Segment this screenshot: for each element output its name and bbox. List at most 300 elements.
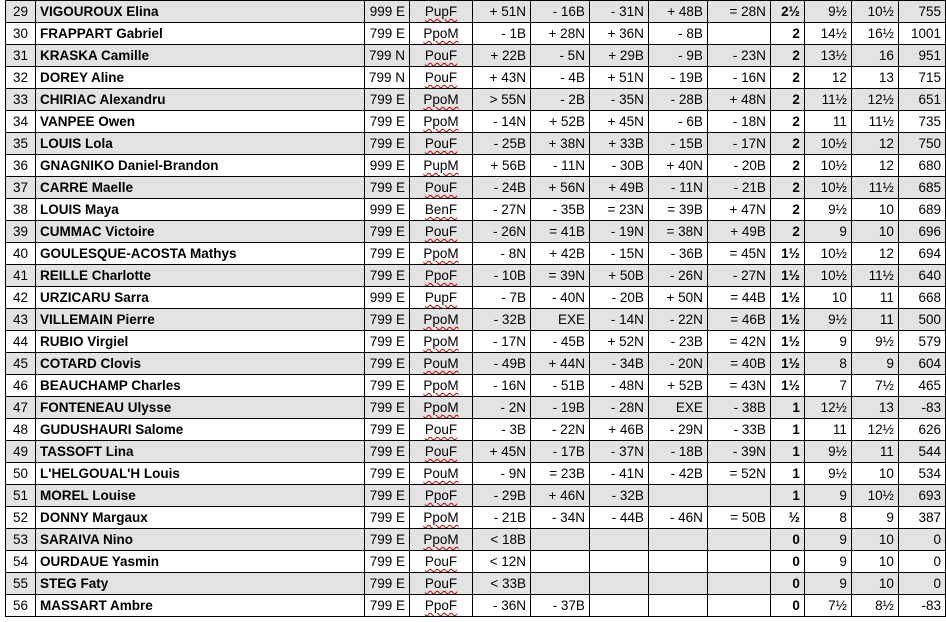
rating-cell: 799 E xyxy=(364,265,409,287)
table-row xyxy=(6,309,946,331)
round-4-cell xyxy=(648,485,707,507)
round-5-cell: - 23N xyxy=(707,45,770,67)
round-5-cell: = 42N xyxy=(707,331,770,353)
tiebreak-2-cell: 9 xyxy=(851,507,898,529)
round-3-cell xyxy=(589,551,648,573)
round-1-cell: < 12N xyxy=(472,551,530,573)
player-name-cell: CUMMAC Victoire xyxy=(35,221,364,243)
round-1-cell: - 16N xyxy=(472,375,530,397)
round-1-cell: > 55N xyxy=(472,89,530,111)
round-1-cell: - 8N xyxy=(472,243,530,265)
rank-cell: 41 xyxy=(6,265,36,287)
points-cell: 0 xyxy=(770,595,804,617)
round-3-cell: - 28N xyxy=(589,397,648,419)
tiebreak-1-cell: 8 xyxy=(804,507,851,529)
round-4-cell: - 42B xyxy=(648,463,707,485)
tiebreak-2-cell: 16½ xyxy=(851,23,898,45)
player-name-cell: MOREL Louise xyxy=(35,485,364,507)
round-2-cell: - 37B xyxy=(530,595,589,617)
rank-cell: 54 xyxy=(6,551,36,573)
round-1-cell: - 36N xyxy=(472,595,530,617)
tiebreak-1-cell: 9 xyxy=(804,485,851,507)
performance-cell: 387 xyxy=(898,507,945,529)
points-cell: 0 xyxy=(770,529,804,551)
rank-cell: 40 xyxy=(6,243,36,265)
round-5-cell xyxy=(707,485,770,507)
category-cell: PouM xyxy=(410,463,473,485)
player-name-cell: DOREY Aline xyxy=(35,67,364,89)
category-cell: PouF xyxy=(410,45,473,67)
round-5-cell: - 18N xyxy=(707,111,770,133)
round-5-cell: = 50B xyxy=(707,507,770,529)
points-cell: 1 xyxy=(770,463,804,485)
tiebreak-2-cell: 12 xyxy=(851,155,898,177)
tiebreak-2-cell: 10 xyxy=(851,573,898,595)
round-4-cell: - 29N xyxy=(648,419,707,441)
performance-cell: 755 xyxy=(898,1,945,23)
tiebreak-1-cell: 9½ xyxy=(804,441,851,463)
round-2-cell: - 5N xyxy=(530,45,589,67)
category-cell: PouF xyxy=(410,573,473,595)
table-row xyxy=(6,287,946,309)
tiebreak-1-cell: 10½ xyxy=(804,177,851,199)
performance-cell: 750 xyxy=(898,133,945,155)
rating-cell: 799 E xyxy=(364,529,409,551)
tiebreak-1-cell: 8 xyxy=(804,353,851,375)
round-2-cell: EXE xyxy=(530,309,589,331)
round-1-cell: + 45N xyxy=(472,441,530,463)
round-1-cell: - 32B xyxy=(472,309,530,331)
rating-cell: 799 E xyxy=(364,111,409,133)
tiebreak-1-cell: 9 xyxy=(804,221,851,243)
rank-cell: 44 xyxy=(6,331,36,353)
points-cell: 2 xyxy=(770,199,804,221)
round-3-cell: = 23N xyxy=(589,199,648,221)
table-row xyxy=(6,485,946,507)
round-3-cell: + 46B xyxy=(589,419,648,441)
tiebreak-1-cell: 10½ xyxy=(804,155,851,177)
tiebreak-2-cell: 8½ xyxy=(851,595,898,617)
round-2-cell: + 46N xyxy=(530,485,589,507)
category-cell: PpoM xyxy=(410,375,473,397)
rank-cell: 45 xyxy=(6,353,36,375)
rating-cell: 799 E xyxy=(364,419,409,441)
round-3-cell: + 29B xyxy=(589,45,648,67)
rank-cell: 46 xyxy=(6,375,36,397)
tiebreak-2-cell: 10 xyxy=(851,529,898,551)
performance-cell: 1001 xyxy=(898,23,945,45)
table-row xyxy=(6,155,946,177)
category-cell: PpoF xyxy=(410,595,473,617)
rank-cell: 42 xyxy=(6,287,36,309)
player-name-cell: VIGOUROUX Elina xyxy=(35,1,364,23)
performance-cell: 951 xyxy=(898,45,945,67)
round-2-cell: = 41B xyxy=(530,221,589,243)
points-cell: 2 xyxy=(770,177,804,199)
tiebreak-1-cell: 13½ xyxy=(804,45,851,67)
round-4-cell: - 15B xyxy=(648,133,707,155)
rating-cell: 799 E xyxy=(364,375,409,397)
round-5-cell xyxy=(707,529,770,551)
round-4-cell: - 26N xyxy=(648,265,707,287)
category-cell: PouM xyxy=(410,353,473,375)
round-4-cell: - 36B xyxy=(648,243,707,265)
performance-cell: 0 xyxy=(898,529,945,551)
player-name-cell: CHIRIAC Alexandru xyxy=(35,89,364,111)
table-row xyxy=(6,221,946,243)
rating-cell: 799 N xyxy=(364,67,409,89)
rank-cell: 51 xyxy=(6,485,36,507)
performance-cell: 544 xyxy=(898,441,945,463)
round-3-cell: - 20B xyxy=(589,287,648,309)
rating-cell: 799 E xyxy=(364,331,409,353)
player-name-cell: BEAUCHAMP Charles xyxy=(35,375,364,397)
category-cell: BenF xyxy=(410,199,473,221)
tiebreak-1-cell: 10½ xyxy=(804,265,851,287)
round-4-cell: - 9B xyxy=(648,45,707,67)
tiebreak-1-cell: 9 xyxy=(804,529,851,551)
points-cell: 2 xyxy=(770,133,804,155)
tiebreak-1-cell: 9 xyxy=(804,573,851,595)
round-1-cell: - 1B xyxy=(472,23,530,45)
rank-cell: 52 xyxy=(6,507,36,529)
round-5-cell: = 45N xyxy=(707,243,770,265)
round-5-cell: - 20B xyxy=(707,155,770,177)
round-2-cell: - 19B xyxy=(530,397,589,419)
round-2-cell: - 4B xyxy=(530,67,589,89)
rank-cell: 39 xyxy=(6,221,36,243)
round-2-cell: = 23B xyxy=(530,463,589,485)
rating-cell: 799 E xyxy=(364,23,409,45)
round-5-cell xyxy=(707,23,770,45)
round-1-cell: - 14N xyxy=(472,111,530,133)
points-cell: 1½ xyxy=(770,331,804,353)
round-4-cell: - 11N xyxy=(648,177,707,199)
points-cell: 2 xyxy=(770,221,804,243)
player-name-cell: LOUIS Lola xyxy=(35,133,364,155)
round-5-cell xyxy=(707,551,770,573)
tiebreak-1-cell: 11 xyxy=(804,419,851,441)
player-name-cell: FONTENEAU Ulysse xyxy=(35,397,364,419)
round-1-cell: - 3B xyxy=(472,419,530,441)
round-5-cell: - 33B xyxy=(707,419,770,441)
round-5-cell: = 46B xyxy=(707,309,770,331)
category-cell: PupM xyxy=(410,155,473,177)
round-1-cell: < 18B xyxy=(472,529,530,551)
points-cell: 0 xyxy=(770,573,804,595)
category-cell: PouF xyxy=(410,419,473,441)
round-5-cell: - 39N xyxy=(707,441,770,463)
round-4-cell xyxy=(648,551,707,573)
round-4-cell xyxy=(648,595,707,617)
rank-cell: 34 xyxy=(6,111,36,133)
player-name-cell: VILLEMAIN Pierre xyxy=(35,309,364,331)
player-name-cell: MASSART Ambre xyxy=(35,595,364,617)
round-1-cell: - 29B xyxy=(472,485,530,507)
round-3-cell xyxy=(589,595,648,617)
round-4-cell: - 6B xyxy=(648,111,707,133)
player-name-cell: LOUIS Maya xyxy=(35,199,364,221)
player-name-cell: DONNY Margaux xyxy=(35,507,364,529)
rating-cell: 999 E xyxy=(364,1,409,23)
points-cell: 1½ xyxy=(770,265,804,287)
category-cell: PpoM xyxy=(410,309,473,331)
tiebreak-2-cell: 13 xyxy=(851,397,898,419)
rating-cell: 799 E xyxy=(364,463,409,485)
tiebreak-2-cell: 10 xyxy=(851,221,898,243)
tiebreak-1-cell: 7 xyxy=(804,375,851,397)
points-cell: 2 xyxy=(770,45,804,67)
performance-cell: -83 xyxy=(898,595,945,617)
round-3-cell xyxy=(589,573,648,595)
player-name-cell: KRASKA Camille xyxy=(35,45,364,67)
rating-cell: 799 E xyxy=(364,507,409,529)
player-name-cell: TASSOFT Lina xyxy=(35,441,364,463)
tiebreak-2-cell: 9 xyxy=(851,353,898,375)
rank-cell: 49 xyxy=(6,441,36,463)
tiebreak-2-cell: 10 xyxy=(851,199,898,221)
rating-cell: 999 E xyxy=(364,287,409,309)
table-row xyxy=(6,441,946,463)
round-4-cell: + 48B xyxy=(648,1,707,23)
round-3-cell: + 49B xyxy=(589,177,648,199)
tiebreak-2-cell: 12 xyxy=(851,133,898,155)
table-row xyxy=(6,23,946,45)
category-cell: PpoM xyxy=(410,111,473,133)
round-2-cell: - 22N xyxy=(530,419,589,441)
round-3-cell: + 33B xyxy=(589,133,648,155)
performance-cell: 626 xyxy=(898,419,945,441)
round-4-cell: + 50N xyxy=(648,287,707,309)
rating-cell: 999 E xyxy=(364,155,409,177)
round-4-cell: = 38N xyxy=(648,221,707,243)
round-4-cell: - 46N xyxy=(648,507,707,529)
rank-cell: 36 xyxy=(6,155,36,177)
tiebreak-1-cell: 9½ xyxy=(804,309,851,331)
category-cell: PpoM xyxy=(410,397,473,419)
rank-cell: 56 xyxy=(6,595,36,617)
round-3-cell: - 41N xyxy=(589,463,648,485)
table-row xyxy=(6,199,946,221)
table-row xyxy=(6,67,946,89)
points-cell: 1½ xyxy=(770,375,804,397)
tiebreak-1-cell: 9 xyxy=(804,331,851,353)
player-name-cell: FRAPPART Gabriel xyxy=(35,23,364,45)
table-row xyxy=(6,111,946,133)
player-name-cell: COTARD Clovis xyxy=(35,353,364,375)
rating-cell: 799 E xyxy=(364,243,409,265)
rating-cell: 799 E xyxy=(364,177,409,199)
tiebreak-2-cell: 12½ xyxy=(851,419,898,441)
table-row xyxy=(6,177,946,199)
round-3-cell: + 45N xyxy=(589,111,648,133)
round-5-cell: = 43N xyxy=(707,375,770,397)
round-1-cell: - 7B xyxy=(472,287,530,309)
category-cell: PouF xyxy=(410,177,473,199)
rank-cell: 47 xyxy=(6,397,36,419)
round-5-cell: = 40B xyxy=(707,353,770,375)
table-row xyxy=(6,573,946,595)
round-3-cell: - 35N xyxy=(589,89,648,111)
points-cell: 1 xyxy=(770,397,804,419)
player-name-cell: GOULESQUE-ACOSTA Mathys xyxy=(35,243,364,265)
tiebreak-2-cell: 12 xyxy=(851,243,898,265)
table-row xyxy=(6,353,946,375)
table-row xyxy=(6,595,946,617)
table-row xyxy=(6,133,946,155)
points-cell: 1 xyxy=(770,419,804,441)
performance-cell: 668 xyxy=(898,287,945,309)
round-1-cell: - 26N xyxy=(472,221,530,243)
round-3-cell: + 52N xyxy=(589,331,648,353)
performance-cell: 534 xyxy=(898,463,945,485)
performance-cell: 693 xyxy=(898,485,945,507)
round-2-cell: - 35B xyxy=(530,199,589,221)
rank-cell: 33 xyxy=(6,89,36,111)
category-cell: PpoM xyxy=(410,331,473,353)
tiebreak-1-cell: 9½ xyxy=(804,463,851,485)
rank-cell: 55 xyxy=(6,573,36,595)
round-2-cell: - 40N xyxy=(530,287,589,309)
rank-cell: 48 xyxy=(6,419,36,441)
round-5-cell: + 49B xyxy=(707,221,770,243)
round-3-cell: + 36N xyxy=(589,23,648,45)
tiebreak-2-cell: 13 xyxy=(851,67,898,89)
round-2-cell xyxy=(530,573,589,595)
tiebreak-2-cell: 10 xyxy=(851,463,898,485)
round-2-cell: - 16B xyxy=(530,1,589,23)
round-1-cell: - 49B xyxy=(472,353,530,375)
tiebreak-1-cell: 11 xyxy=(804,111,851,133)
tiebreak-2-cell: 11½ xyxy=(851,111,898,133)
round-5-cell: - 16N xyxy=(707,67,770,89)
results-table-body xyxy=(6,1,946,617)
rating-cell: 799 E xyxy=(364,397,409,419)
player-name-cell: URZICARU Sarra xyxy=(35,287,364,309)
rating-cell: 799 E xyxy=(364,309,409,331)
round-1-cell: - 21B xyxy=(472,507,530,529)
performance-cell: 579 xyxy=(898,331,945,353)
category-cell: PupF xyxy=(410,287,473,309)
table-row xyxy=(6,397,946,419)
points-cell: 2 xyxy=(770,111,804,133)
rating-cell: 799 E xyxy=(364,353,409,375)
round-1-cell: + 51N xyxy=(472,1,530,23)
player-name-cell: OURDAUE Yasmin xyxy=(35,551,364,573)
table-row xyxy=(6,89,946,111)
round-4-cell: + 40N xyxy=(648,155,707,177)
round-4-cell: - 8B xyxy=(648,23,707,45)
round-3-cell: - 48N xyxy=(589,375,648,397)
performance-cell: 696 xyxy=(898,221,945,243)
rating-cell: 799 E xyxy=(364,441,409,463)
category-cell: PouF xyxy=(410,441,473,463)
round-4-cell: - 28B xyxy=(648,89,707,111)
round-5-cell: = 52N xyxy=(707,463,770,485)
performance-cell: 685 xyxy=(898,177,945,199)
round-4-cell: - 18B xyxy=(648,441,707,463)
points-cell: 2 xyxy=(770,155,804,177)
round-5-cell: = 28N xyxy=(707,1,770,23)
round-4-cell: EXE xyxy=(648,397,707,419)
round-3-cell: - 34B xyxy=(589,353,648,375)
rating-cell: 799 E xyxy=(364,89,409,111)
tiebreak-1-cell: 10 xyxy=(804,287,851,309)
tiebreak-2-cell: 10 xyxy=(851,551,898,573)
player-name-cell: VANPEE Owen xyxy=(35,111,364,133)
performance-cell: 0 xyxy=(898,551,945,573)
tiebreak-2-cell: 10½ xyxy=(851,485,898,507)
player-name-cell: REILLE Charlotte xyxy=(35,265,364,287)
tiebreak-1-cell: 9 xyxy=(804,551,851,573)
rank-cell: 30 xyxy=(6,23,36,45)
round-3-cell: - 44B xyxy=(589,507,648,529)
category-cell: PupF xyxy=(410,1,473,23)
table-row xyxy=(6,331,946,353)
round-3-cell: - 37N xyxy=(589,441,648,463)
round-1-cell: - 2N xyxy=(472,397,530,419)
results-table xyxy=(5,0,946,617)
round-5-cell: - 38B xyxy=(707,397,770,419)
performance-cell: 735 xyxy=(898,111,945,133)
tiebreak-2-cell: 16 xyxy=(851,45,898,67)
tiebreak-1-cell: 12 xyxy=(804,67,851,89)
round-1-cell: + 56B xyxy=(472,155,530,177)
round-3-cell: + 51N xyxy=(589,67,648,89)
round-2-cell: - 11N xyxy=(530,155,589,177)
round-2-cell: - 34N xyxy=(530,507,589,529)
tiebreak-2-cell: 11 xyxy=(851,441,898,463)
tiebreak-2-cell: 9½ xyxy=(851,331,898,353)
table-row xyxy=(6,529,946,551)
round-1-cell: - 25B xyxy=(472,133,530,155)
rating-cell: 799 E xyxy=(364,485,409,507)
round-1-cell: - 10B xyxy=(472,265,530,287)
round-4-cell: - 23B xyxy=(648,331,707,353)
rating-cell: 799 E xyxy=(364,573,409,595)
round-3-cell xyxy=(589,529,648,551)
tiebreak-2-cell: 11½ xyxy=(851,177,898,199)
rank-cell: 31 xyxy=(6,45,36,67)
player-name-cell: GUDUSHAURI Salome xyxy=(35,419,364,441)
category-cell: PpoM xyxy=(410,23,473,45)
category-cell: PpoM xyxy=(410,243,473,265)
performance-cell: 0 xyxy=(898,573,945,595)
round-2-cell: + 28N xyxy=(530,23,589,45)
round-1-cell: + 43N xyxy=(472,67,530,89)
performance-cell: 640 xyxy=(898,265,945,287)
tiebreak-2-cell: 11 xyxy=(851,287,898,309)
player-name-cell: RUBIO Virgiel xyxy=(35,331,364,353)
round-1-cell: - 24B xyxy=(472,177,530,199)
category-cell: PpoM xyxy=(410,89,473,111)
round-5-cell xyxy=(707,573,770,595)
rank-cell: 29 xyxy=(6,1,36,23)
tiebreak-1-cell: 9½ xyxy=(804,199,851,221)
round-2-cell xyxy=(530,529,589,551)
rank-cell: 50 xyxy=(6,463,36,485)
tiebreak-1-cell: 10½ xyxy=(804,133,851,155)
round-3-cell: - 31N xyxy=(589,1,648,23)
table-row xyxy=(6,45,946,67)
round-3-cell: - 14N xyxy=(589,309,648,331)
table-row xyxy=(6,243,946,265)
round-2-cell xyxy=(530,551,589,573)
category-cell: PouF xyxy=(410,551,473,573)
points-cell: 1 xyxy=(770,441,804,463)
points-cell: 0 xyxy=(770,551,804,573)
round-1-cell: - 9N xyxy=(472,463,530,485)
